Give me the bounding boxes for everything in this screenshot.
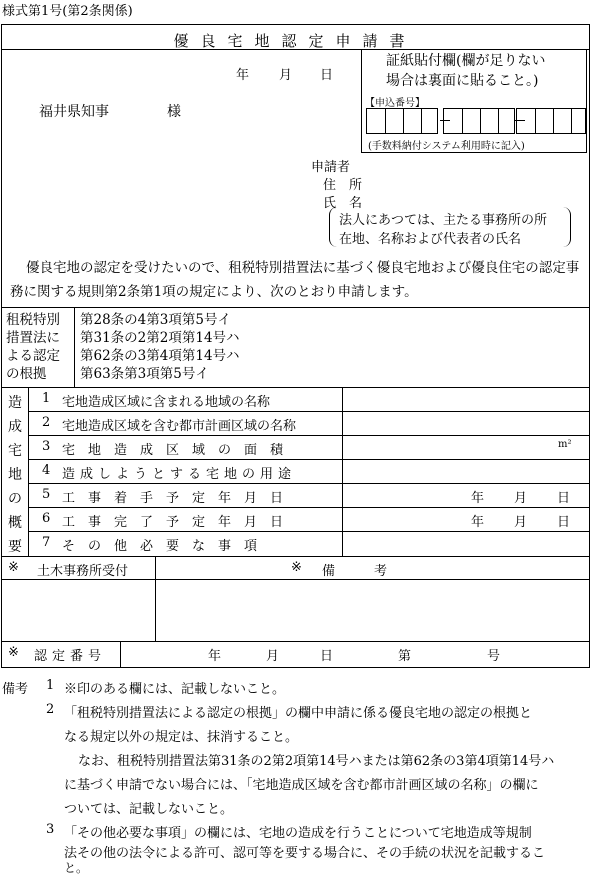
basis-item: 第31条の2第2項第14号ハ [80,330,240,346]
app-number-box-2[interactable] [443,108,515,134]
divider [1,556,590,557]
basis-item: 第62条の3第4項第14号ハ [80,348,240,364]
corporation-note-1: 法人にあつては、主たる事務所の所 [339,213,548,228]
basis-label-line: よる認定 [6,348,60,364]
row-label: 造成しようとする宅地の用途 [62,467,297,482]
divider [28,507,590,508]
note-number: 1 [46,678,55,693]
side-char: 概 [8,515,22,531]
cert-mark: ※ [8,645,19,660]
note-3-line: 法その他の法令による許可、認可等を要する場合に、その手続の状況を記載するこ [64,846,546,861]
divider [28,459,590,460]
remarks-label: 備 考 [322,564,388,579]
date-month: 月 [279,68,293,83]
side-char: 成 [8,419,22,435]
stamp-instructions [386,51,586,91]
divider [120,641,121,668]
cert-number-label: 認定番号 [34,649,107,664]
side-char: 要 [8,539,22,555]
end-month: 月 [514,515,528,530]
note-number: 2 [46,702,55,717]
divider [28,411,590,412]
row-number: 3 [42,439,51,454]
note-2-line: ついては、記載しないこと。 [64,802,234,817]
basis-label-line: 措置法に [6,330,60,346]
addressee: 福井県知事 [39,104,109,120]
row-label: 工事着手予定年月日 [62,491,297,506]
outline-side-label [8,391,22,559]
note-number: 3 [46,822,55,837]
side-char: 宅 [8,443,22,459]
app-number-box-1[interactable] [366,108,438,134]
note-1: ※印のある欄には、記載しないこと。 [64,682,286,697]
name-label: 氏 名 [323,196,363,211]
cert-dai: 第 [398,649,412,664]
note-2-line: なお、租税特別措置法第31条の2第2項第14号ハまたは第62条の3第4項第14号ハ [78,754,555,769]
row-label: 宅地造成区域の面積 [62,443,297,458]
row-label: その他必要な事項 [62,539,271,554]
form-title: 優良宅地認定申請書 [173,32,417,50]
date-year: 年 [236,68,250,83]
corporation-note-2: 在地、名称および代表者の氏名 [339,232,522,247]
end-day: 日 [557,515,571,530]
form-number: 様式第1号(第2条関係) [2,4,133,19]
start-year: 年 [471,491,485,506]
office-receipt-label: 土木事務所受付 [37,564,129,579]
divider [28,531,590,532]
application-statement: 優良宅地の認定を受けたいので、租税特別措置法に基づく優良宅地および優良住宅の認定事務に関する規則第2条第1項の規定により、次のとおり申請します。 [10,260,580,300]
notes-heading: 備考 [2,682,29,697]
end-year: 年 [471,515,485,530]
divider [1,307,590,308]
stamp-line-2: 場合は裏面に貼ること。) [386,73,539,89]
remarks-mark: ※ [291,560,302,575]
basis-item: 第63条第3項第5号イ [80,366,209,382]
row-label: 宅地造成区域に含まれる地域の名称 [62,395,271,410]
divider [1,579,590,580]
applicant-heading: 申請者 [311,160,351,175]
stamp-line-1: 証紙貼付欄(欄が足りない [386,53,546,69]
basis-label-line: の根拠 [6,366,47,382]
divider [28,483,590,484]
side-char: 地 [8,467,22,483]
application-number-label: 【申込番号】 [365,98,425,109]
row-label: 宅地造成区域を含む都市計画区域の名称 [62,419,297,434]
address-label: 住 所 [323,178,363,193]
start-day: 日 [557,491,571,506]
basis-items [80,311,240,383]
side-char: 造 [8,395,22,411]
app-number-box-3[interactable] [516,108,586,134]
row-number: 2 [42,415,51,430]
note-2-line: に基づく申請でない場合には、「宅地造成区域を含む都市計画区域の名称」の欄に [64,778,539,793]
cert-go: 号 [487,649,501,664]
note-3-line: と。 [64,861,89,875]
note-3-line: 「その他必要な事項」の欄には、宅地の造成を行うことについて宅地造成等規制 [64,826,532,841]
divider [1,641,590,642]
cert-day: 日 [320,649,334,664]
stamp-note: (手数料納付システム利用時に記入) [368,141,525,152]
row-number: 1 [42,391,51,406]
date-day: 日 [320,68,334,83]
basis-label [6,311,60,383]
basis-label-line: 租税特別 [6,312,60,328]
cert-month: 月 [266,649,280,664]
divider [1,387,590,388]
row-label: 工事完了予定年月日 [62,515,297,530]
cert-year: 年 [208,649,222,664]
note-2-line: なる規定以外の規定は、抹消すること。 [64,730,299,745]
note-2-line: 「租税特別措置法による認定の根拠」の欄中申請に係る優良宅地の認定の根拠と [64,706,533,721]
office-mark: ※ [8,560,19,575]
row-number: 4 [42,463,51,478]
row-number: 7 [42,535,51,550]
divider [155,556,156,641]
area-unit: m² [558,439,572,450]
row-number: 5 [42,487,51,502]
divider [74,307,75,387]
start-month: 月 [514,491,528,506]
honorific: 様 [167,104,181,120]
basis-item: 第28条の4第3項第5号イ [80,312,231,328]
divider [28,435,590,436]
side-char: の [8,491,22,507]
row-number: 6 [42,511,51,526]
